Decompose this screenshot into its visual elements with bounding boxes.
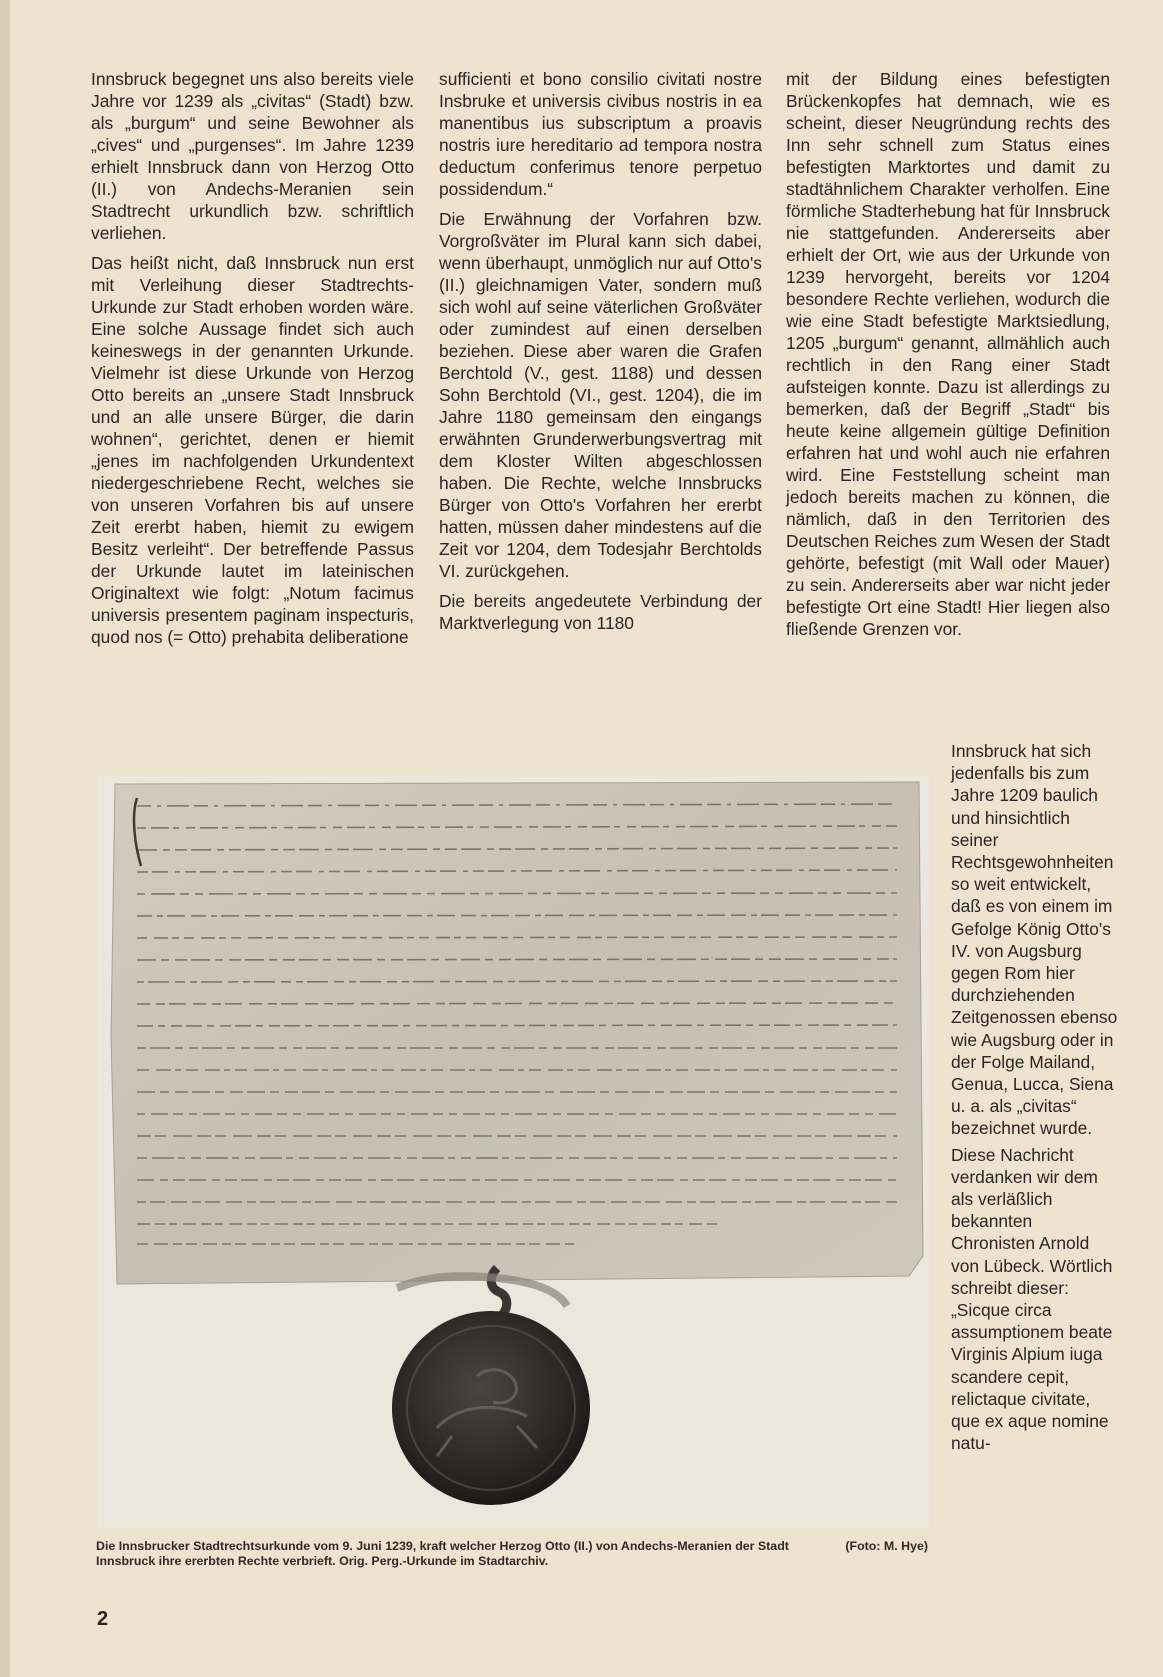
- text-column-3: [786, 68, 1110, 648]
- photo-caption: [96, 1539, 928, 1569]
- paragraph: Die bereits angedeutete Verbindung der Marktverlegung von 1180: [439, 591, 762, 633]
- page-number: 2: [97, 1608, 109, 1630]
- charter-photo: [97, 776, 929, 1528]
- text-column-4: [951, 740, 1119, 1459]
- paragraph: Diese Nachricht verdanken wir dem als verläßlich bekannten Chronisten Arnold von Lübeck. Wörtlich schreibt dieser: „Sicque circa assumptionem beate Virginis Alpium iuga scandere cepit, relictaque civitate, que ex aque nomine natu-: [951, 1144, 1113, 1454]
- caption-text: Die Innsbrucker Stadtrechtsurkunde vom 9. Juni 1239, kraft welcher Herzog Otto (II.) von Andechs-Meranien der Stadt Innsbruck ihre ererbten Rechte verbrieft. Orig. Perg.-Urkunde im Stadtarchiv.: [96, 1539, 789, 1568]
- page-edge: [0, 0, 10, 1677]
- paragraph: Innsbruck begegnet uns also bereits viele Jahre vor 1239 als „civitas“ (Stadt) bzw. als „burgum“ und seine Bewohner als „cives“ und „purgenses“. Im Jahre 1239 erhielt Innsbruck dann von Herzog Otto (II.) von Andechs-Meranien sein Stadtrecht urkundlich bzw. schriftlich verliehen.: [91, 69, 414, 243]
- photo-credit: (Foto: M. Hye): [845, 1539, 928, 1553]
- paragraph: Innsbruck hat sich jedenfalls bis zum Jahre 1209 baulich und hinsichtlich seiner Rechtsgewohnheiten so weit entwickelt, daß es von einem im Gefolge König Otto's IV. von Augsburg gegen Rom hier durchziehenden Zeitgenossen ebenso wie Augsburg oder in der Folge Mailand, Genua, Lucca, Siena u. a. als „civitas“ bezeichnet wurde.: [951, 741, 1118, 1139]
- paragraph: sufficienti et bono consilio civitati nostre Insbruke et universis civibus nostris in ea manentibus ius subscriptum a proavis nostris iure hereditario ad tempora nostra deductum conferimus tenore perpetuo possidendum.“: [439, 69, 762, 199]
- paragraph: mit der Bildung eines befestigten Brückenkopfes hat demnach, wie es scheint, dieser Neugründung rechts des Inn sehr schnell zum Status eines befestigten Marktortes und damit zu stadtähnlichem Charakter verholfen. Eine förmliche Stadterhebung hat für Innsbruck nie stattgefunden. Andererseits aber erhielt der Ort, wie aus der Urkunde von 1239 hervorgeht, bereits vor 1204 besondere Rechte verliehen, wodurch die wie eine Stadt befestigte Marktsiedlung, 1205 „burgum“ genannt, allmählich auch rechtlich in den Rang einer Stadt aufsteigen konnte. Dazu ist allerdings zu bemerken, daß der Begriff „Stadt“ bis heute keine allgemein gültige Definition erfahren hat und wohl auch nie erfahren wird. Eine Feststellung scheint man jedoch bereits machen zu können, die nämlich, daß in den Territorien des Deutschen Reiches zum Wesen der Stadt gehörte, befestigt (mit Wall oder Mauer) zu sein. Andererseits aber war nicht jeder befestigte Ort eine Stadt! Hier liegen also fließende Grenzen vor.: [786, 69, 1110, 639]
- text-column-2: [439, 68, 762, 642]
- paragraph: Die Erwähnung der Vorfahren bzw. Vorgroßväter im Plural kann sich dabei, wenn überhaupt, unmöglich nur auf Otto's (II.) gleichnamigen Vater, sondern muß sich wohl auf seine väterlichen Großväter oder zumindest auf einen derselben beziehen. Diese aber waren die Grafen Berchtold (V., gest. 1188) und dessen Sohn Berchtold (VI., gest. 1204), die im Jahre 1180 gemeinsam den eingangs erwähnten Grunderwerbungsvertrag mit dem Kloster Wilten abgeschlossen haben. Die Rechte, welche Innsbrucks Bürger von Otto's Vorfahren her ererbt hatten, müssen daher mindestens auf die Zeit vor 1204, dem Todesjahr Berchtolds VI. zurückgehen.: [439, 209, 762, 581]
- paragraph: Das heißt nicht, daß Innsbruck nun erst mit Verleihung dieser Stadtrechts-Urkunde zur Stadt erhoben worden wäre. Eine solche Aussage findet sich auch keineswegs in der genannten Urkunde. Vielmehr ist diese Urkunde von Herzog Otto bereits an „unsere Stadt Innsbruck und an alle unsere Bürger, die darin wohnen“, gerichtet, denen er hiemit „jenes im nachfolgenden Urkundentext niedergeschriebene Recht, welches sie von unseren Vorfahren bis auf unsere Zeit ererbt haben, hiemit zu ewigem Besitz verleiht“. Der betreffende Passus der Urkunde lautet im lateinischen Originaltext wie folgt: „Notum facimus universis presentem paginam inspecturis, quod nos (= Otto) prehabita deliberatione: [91, 253, 414, 647]
- parchment: [111, 782, 923, 1284]
- text-column-1: [91, 68, 414, 656]
